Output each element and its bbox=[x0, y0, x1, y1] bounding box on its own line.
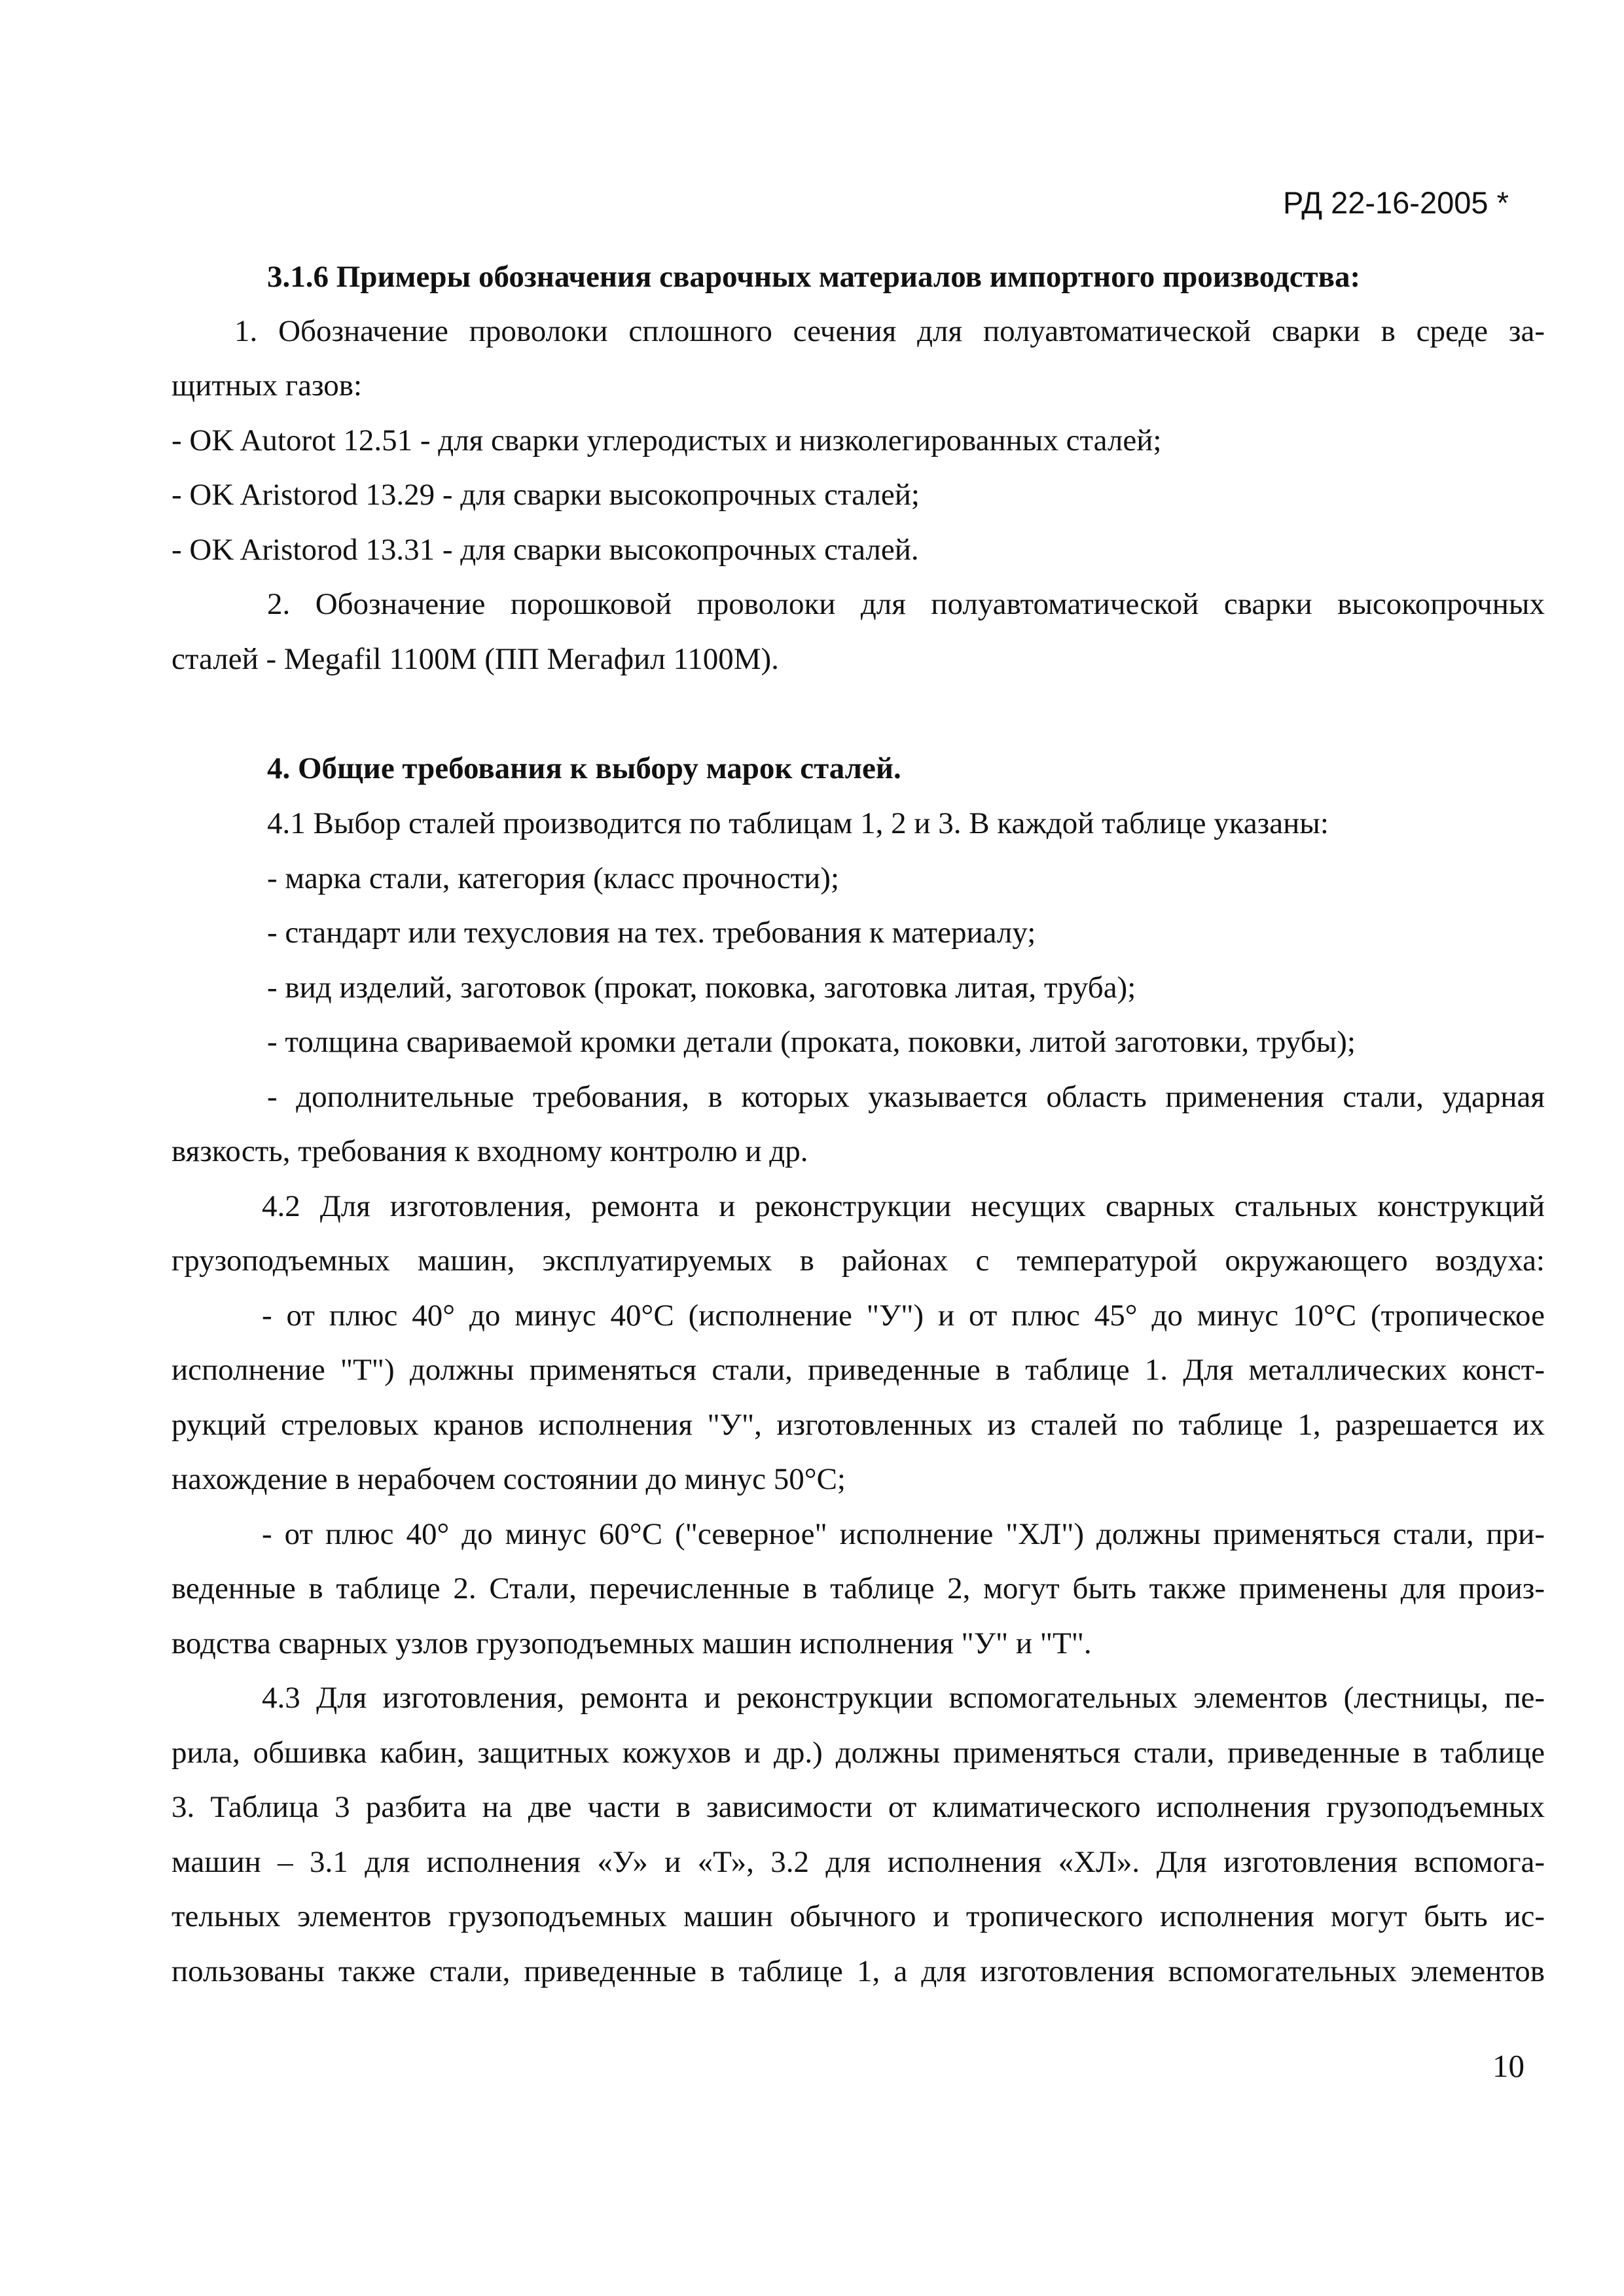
paragraph-line: грузоподъемных машин, эксплуатируемых в районах с температурой окружающего воздуха: bbox=[171, 1244, 1545, 1278]
paragraph-line: 1. Обозначение проволоки сплошного сечения для полуавтоматической сварки в среде за- bbox=[234, 314, 1545, 348]
paragraph-line: машин – 3.1 для исполнения «У» и «Т», 3.2 для исполнения «ХЛ». Для изготовления вспомога- bbox=[171, 1845, 1545, 1879]
list-item: - марка стали, категория (класс прочности); bbox=[267, 861, 839, 895]
paragraph-line: щитных газов: bbox=[171, 368, 363, 403]
paragraph-line: вязкость, требования к входному контролю и др. bbox=[171, 1134, 808, 1168]
paragraph-line: 4.1 Выбор сталей производится по таблицам 1, 2 и 3. В каждой таблице указаны: bbox=[267, 806, 1329, 840]
paragraph-line: тельных элементов грузоподъемных машин обычного и тропического исполнения могут быть ис- bbox=[171, 1899, 1545, 1933]
paragraph-line: 4.3 Для изготовления, ремонта и реконструкции вспомогательных элементов (лестницы, пе- bbox=[262, 1681, 1545, 1715]
list-item: - вид изделий, заготовок (прокат, поковка, заготовка литая, труба); bbox=[267, 971, 1136, 1005]
list-item: - толщина свариваемой кромки детали (проката, поковки, литой заготовки, трубы); bbox=[267, 1025, 1356, 1059]
list-item: - OK Autorot 12.51 - для сварки углеродистых и низколегированных сталей; bbox=[171, 423, 1162, 457]
list-item: - OK Aristorod 13.31 - для сварки высокопрочных сталей. bbox=[171, 533, 919, 567]
paragraph-line: исполнение "Т") должны применяться стали, приведенные в таблице 1. Для металлических конст- bbox=[171, 1353, 1545, 1387]
list-item: - дополнительные требования, в которых указывается область применения стали, ударная bbox=[267, 1080, 1545, 1114]
paragraph-line: - от плюс 40° до минус 40°С (исполнение "У") и от плюс 45° до минус 10°С (тропическое bbox=[262, 1299, 1545, 1333]
paragraph-line: рила, обшивка кабин, защитных кожухов и др.) должны применяться стали, приведенные в таблице bbox=[171, 1736, 1545, 1770]
section-heading-3-1-6: 3.1.6 Примеры обозначения сварочных материалов импортного производства: bbox=[267, 260, 1361, 294]
paragraph-line: - от плюс 40° до минус 60°С ("северное" исполнение "ХЛ") должны применяться стали, при- bbox=[262, 1517, 1545, 1551]
list-item: - стандарт или техусловия на тех. требования к материалу; bbox=[267, 916, 1036, 950]
paragraph-line: сталей - Megafil 1100M (ПП Мегафил 1100М). bbox=[171, 642, 779, 676]
paragraph-line: 2. Обозначение порошковой проволоки для полуавтоматической сварки высокопрочных bbox=[267, 587, 1545, 621]
list-item: - OK Aristorod 13.29 - для сварки высокопрочных сталей; bbox=[171, 478, 920, 512]
paragraph-line: водства сварных узлов грузоподъемных машин исполнения "У" и "Т". bbox=[171, 1626, 1092, 1660]
section-heading-4: 4. Общие требования к выбору марок сталей. bbox=[267, 751, 901, 785]
document-code: РД 22-16-2005 * bbox=[1283, 185, 1509, 220]
page-number: 10 bbox=[1492, 2048, 1525, 2084]
paragraph-line: пользованы также стали, приведенные в таблице 1, а для изготовления вспомогательных элементов bbox=[171, 1954, 1545, 1988]
paragraph-line: рукций стреловых кранов исполнения "У", изготовленных из сталей по таблице 1, разрешается их bbox=[171, 1408, 1545, 1442]
paragraph-line: 4.2 Для изготовления, ремонта и реконструкции несущих сварных стальных конструкций bbox=[262, 1189, 1545, 1223]
paragraph-line: 3. Таблица 3 разбита на две части в зависимости от климатического исполнения грузоподъемных bbox=[171, 1790, 1545, 1824]
paragraph-line: веденные в таблице 2. Стали, перечисленные в таблице 2, могут быть также применены для произ- bbox=[171, 1571, 1545, 1605]
paragraph-line: нахождение в нерабочем состоянии до минус 50°С; bbox=[171, 1462, 846, 1496]
